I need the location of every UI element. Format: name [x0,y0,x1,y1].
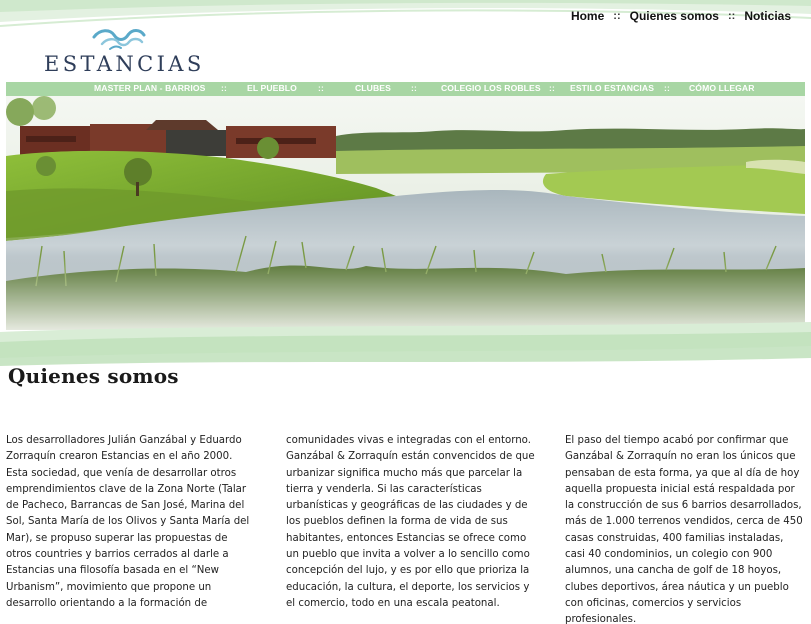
menu-item-estilo[interactable]: ESTILO ESTANCIAS [570,83,655,93]
page-title: Quienes somos [8,364,179,388]
menu-separator: :: [411,83,417,93]
menu-item-master-plan[interactable]: MASTER PLAN - BARRIOS [94,83,206,93]
text-column-3: El paso del tiempo acabó por confirmar que Ganzábal & Zorraquín no eran los únicos que pensaban de esta forma, ya que al día de hoy aquella propuesta inicial está respaldada por la construcción de sus 6 barrios desarrollados, más de 1.000 terrenos vendidos, cerca de 450 casas construidas, 400 familias instaladas, casi 40 condominios, un colegio con 900 alumnos, una cancha de golf de 18 hoyos, clubes deportivos, área náutica y un pueblo con oficinas, comercios y servicios profesionales. [565,435,803,624]
hero-landscape-image [6,96,805,330]
top-navigation [571,9,791,23]
text-column-2: comunidades vivas e integradas con el entorno. Ganzábal & Zorraquín están convencidos de que urbanizar significa mucho más que parcelar la tierra y venderla. Si las características urbanísticas y geográficas de las ciudades y de los pueblos definen la forma de vida de sus habitantes, entonces Estancias se ofrece como un pueblo que invita a volver a lo sencillo como concepción del lujo, y es por ello que prioriza la educación, la cultura, el deporte, los servicios y el comercio, todo en una escala peatonal. [286,435,535,609]
nav-separator: :: [727,10,736,22]
nav-noticias-link[interactable]: Noticias [744,9,791,23]
menu-separator: :: [549,83,555,93]
hero-bottom-decoration [0,318,811,368]
menu-separator: :: [318,83,324,93]
main-menu [6,82,805,96]
menu-separator: :: [664,83,670,93]
nav-quienes-somos-link[interactable]: Quienes somos [629,9,719,23]
text-column-1: Los desarrolladores Julián Ganzábal y Eduardo Zorraquín crearon Estancias en el año 2000. Esta sociedad, que venía de desarrollar otros emprendimientos clave de la Zona Norte (Talar de Pacheco, Barrancas de San José, Marina del Sol, Santa María de los Olivos y Santa María del Mar), se propuso superar las propuestas de otros countries y barrios cerrados al darle a Estancias una filosofía basada en el “New Urbanism”, movimiento que propone un desarrollo orientando a la formación de [6,435,250,609]
menu-item-colegio[interactable]: COLEGIO LOS ROBLES [441,83,541,93]
logo-wordmark: ESTANCIAS [44,52,205,76]
nav-separator: :: [613,10,621,22]
menu-separator: :: [221,83,227,93]
menu-item-clubes[interactable]: CLUBES [355,83,391,93]
menu-item-como-llegar[interactable]: CÓMO LLEGAR [689,83,755,93]
nav-home-link[interactable]: Home [570,9,605,23]
menu-item-el-pueblo[interactable]: EL PUEBLO [247,83,297,93]
